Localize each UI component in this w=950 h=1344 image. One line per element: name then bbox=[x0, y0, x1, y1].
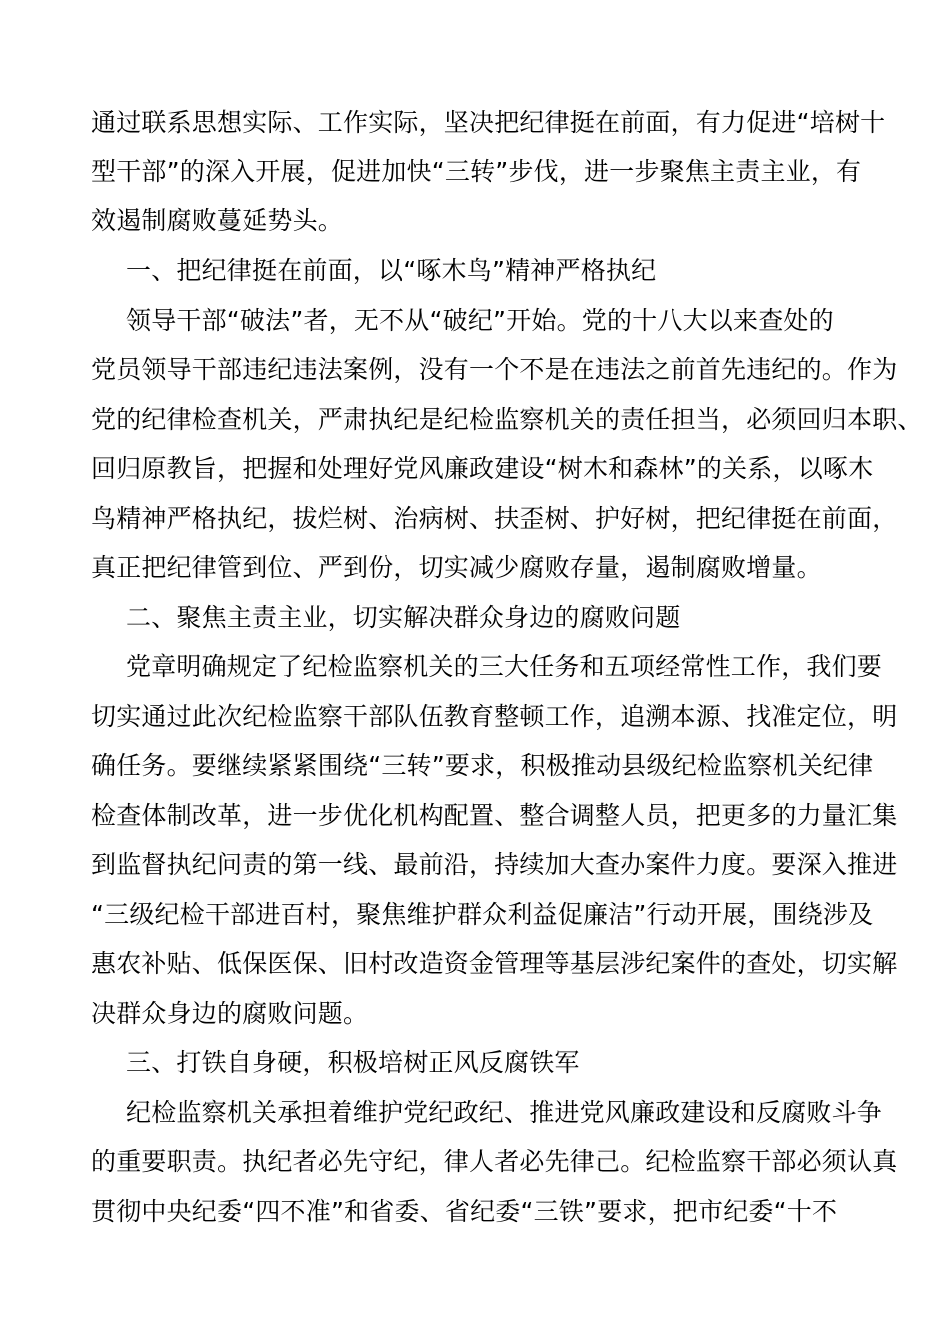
body-text-line: 党章明确规定了纪检监察机关的三大任务和五项经常性工作，我们要 bbox=[126, 652, 883, 681]
body-text-line: 真正把纪律管到位、严到份，切实减少腐败存量，遏制腐败增量。 bbox=[91, 553, 822, 582]
body-text-line: 领导干部“破法”者，无不从“破纪”开始。党的十八大以来查处的 bbox=[126, 306, 834, 335]
body-text-line: 切实通过此次纪检监察干部队伍教育整顿工作，追溯本源、找准定位，明 bbox=[91, 702, 898, 731]
body-text-line: 鸟精神严格执纪，拔烂树、治病树、扶歪树、护好树，把纪律挺在前面， bbox=[91, 504, 898, 533]
body-text-line: 党的纪律检查机关，严肃执纪是纪检监察机关的责任担当，必须回归本职、 bbox=[91, 405, 923, 434]
section-heading-1: 一、把纪律挺在前面，以“啄木鸟”精神严格执纪 bbox=[126, 256, 657, 285]
body-text-line: 型干部”的深入开展，促进加快“三转”步伐，进一步聚焦主责主业，有 bbox=[91, 157, 862, 186]
body-text-line: 纪检监察机关承担着维护党纪政纪、推进党风廉政建设和反腐败斗争 bbox=[126, 1098, 883, 1127]
body-text-line: 检查体制改革，进一步优化机构配置、整合调整人员，把更多的力量汇集 bbox=[91, 801, 898, 830]
section-heading-3: 三、打铁自身硬，积极培树正风反腐铁军 bbox=[126, 1048, 580, 1077]
body-text-line: 决群众身边的腐败问题。 bbox=[91, 999, 369, 1028]
body-text-line: 的重要职责。执纪者必先守纪，律人者必先律己。纪检监察干部必须认真 bbox=[91, 1147, 898, 1176]
section-heading-2: 二、聚焦主责主业，切实解决群众身边的腐败问题 bbox=[126, 603, 681, 632]
body-text-line: “三级纪检干部进百村，聚焦维护群众利益促廉洁”行动开展，围绕涉及 bbox=[91, 900, 874, 929]
body-text-line: 通过联系思想实际、工作实际，坚决把纪律挺在前面，有力促进“培树十 bbox=[91, 108, 886, 137]
body-text-line: 效遏制腐败蔓延势头。 bbox=[91, 206, 344, 235]
body-text-line: 党员领导干部违纪违法案例，没有一个不是在违法之前首先违纪的。作为 bbox=[91, 355, 898, 384]
body-text-line: 确任务。要继续紧紧围绕“三转”要求，积极推动县级纪检监察机关纪律 bbox=[91, 751, 874, 780]
body-text-line: 惠农补贴、低保医保、旧村改造资金管理等基层涉纪案件的查处，切实解 bbox=[91, 949, 898, 978]
body-text-line: 贯彻中央纪委“四不准”和省委、省纪委“三铁”要求，把市纪委“十不 bbox=[91, 1197, 838, 1226]
body-text-line: 回归原教旨，把握和处理好党风廉政建设“树木和森林”的关系，以啄木 bbox=[91, 454, 874, 483]
body-text-line: 到监督执纪问责的第一线、最前沿，持续加大查办案件力度。要深入推进 bbox=[91, 850, 898, 879]
